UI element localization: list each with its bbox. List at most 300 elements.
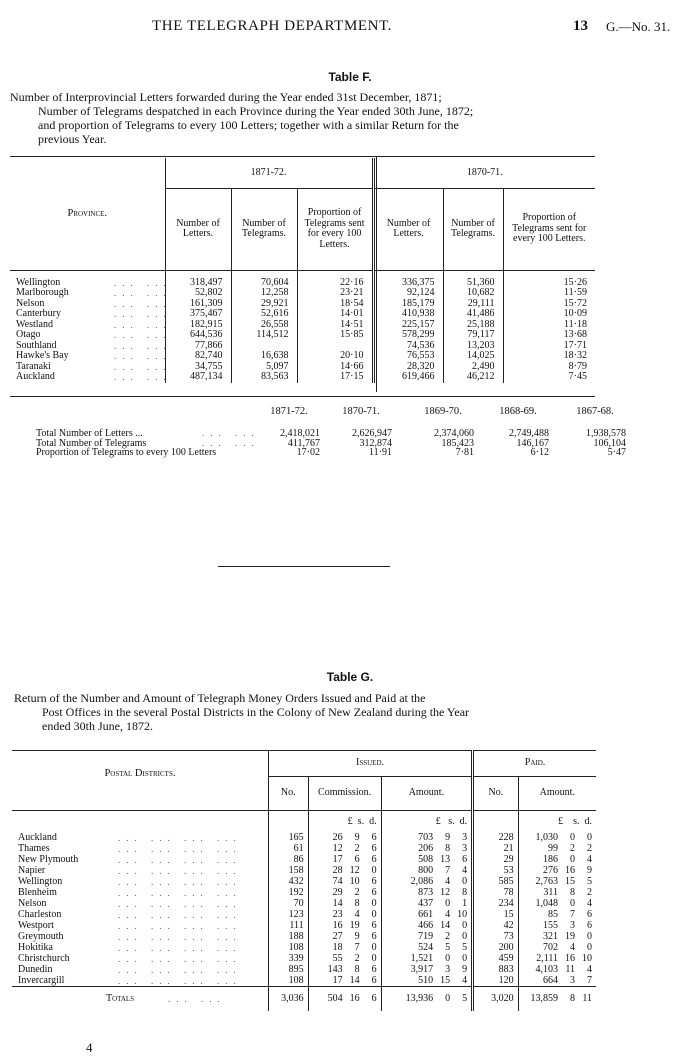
letters-1871: 52,802 (195, 287, 223, 298)
leader-dots: ... ... (114, 277, 172, 288)
col-telegrams-a: Number of Telegrams. (231, 188, 297, 270)
paid-amount-pounds: 186 (543, 853, 558, 865)
proportion-1871: 14·01 (340, 308, 364, 319)
leader-dots: ... ... (114, 298, 172, 309)
issued-amount-shillings: 4 (445, 875, 451, 887)
commission-pounds: 26 (332, 831, 343, 843)
totals-value: 185,423 (441, 437, 474, 449)
paid-no: 42 (503, 919, 514, 931)
unit-row (308, 811, 381, 833)
leader-dots: ... ... (114, 319, 172, 330)
commission-pence: 6 (371, 963, 377, 975)
telegrams-1871: 26,558 (261, 318, 289, 330)
commission-shillings: 12 (349, 864, 360, 876)
table-g (12, 750, 596, 1011)
district-name: Hokitika (18, 941, 53, 953)
page-header (0, 18, 700, 38)
district-name: Invercargill (18, 974, 65, 986)
commission-pence: 6 (371, 853, 377, 865)
district-name: Auckland (18, 831, 57, 843)
commission-pounds: 18 (332, 941, 343, 953)
proportion-1871: 14·51 (340, 318, 364, 330)
telegrams-1871: 114,512 (256, 329, 289, 340)
page-number: 13 (573, 18, 588, 34)
totals-value: 2,626,947 (352, 428, 392, 439)
table-g-caption (14, 691, 596, 733)
totals-label: Total Number of Telegrams (36, 437, 147, 449)
letters-1871: 318,497 (190, 276, 223, 288)
telegrams-1870: 25,188 (467, 318, 495, 330)
caption-line: Return of the Number and Amount of Telegraph Money Orders Issued and Paid at the (14, 691, 426, 705)
commission-pence: 0 (371, 952, 377, 964)
telegrams-1871: 16,638 (261, 350, 289, 361)
totals-value: 5·47 (607, 447, 626, 458)
col-letters-b: Number of Letters. (373, 188, 443, 270)
paid-amount-pounds: 155 (543, 919, 558, 931)
totals-value: 1,938,578 (586, 428, 626, 439)
commission-shillings: 7 (354, 941, 360, 953)
issued-amount-pounds: 206 (418, 842, 434, 854)
leader-dots: ... ... (168, 993, 226, 1004)
leader-dots: ... ... ... ... (118, 887, 242, 898)
issued-amount-shillings: 12 (440, 886, 451, 898)
caption-line: ended 30th June, 1872. (42, 719, 153, 733)
commission-pence: 6 (371, 992, 377, 1004)
district-name: Charleston (18, 908, 62, 920)
letters-1871: 644,536 (190, 329, 223, 340)
caption-line: previous Year. (38, 132, 107, 146)
letters-1871: 487,134 (190, 371, 223, 382)
paid-amount-pence: 2 (587, 842, 592, 854)
col-paid-amount: Amount. (518, 777, 596, 811)
table-row (10, 288, 595, 299)
col-paid-no: No. (473, 777, 519, 811)
district-name: Dunedin (18, 963, 53, 975)
table-row (10, 341, 595, 352)
col-letters-a: Number of Letters. (165, 188, 231, 270)
table-row (10, 351, 595, 362)
totals-year: 1869-70. (424, 406, 462, 417)
issued-no: 70 (293, 897, 304, 909)
letters-1871: 77,866 (195, 339, 223, 351)
issued-amount-pounds: 13,936 (405, 992, 434, 1004)
paid-amount-pounds: 1,030 (535, 831, 558, 843)
paid-no: 29 (503, 853, 514, 865)
district-name: Christchurch (18, 952, 70, 964)
letters-1870: 28,320 (407, 360, 435, 372)
paid-amount-shillings: 2 (570, 842, 575, 854)
province-name: Southland (16, 339, 57, 351)
letters-1870: 336,375 (402, 276, 435, 288)
table-row (10, 362, 595, 373)
paid-no: 78 (503, 886, 514, 898)
paid-amount-shillings: 3 (570, 974, 575, 986)
paid-amount-pounds: 276 (543, 864, 558, 876)
paid-amount-shillings: 7 (570, 908, 575, 920)
paid-amount-pence: 5 (587, 875, 592, 887)
unit-pound: £ (435, 815, 441, 827)
col-telegrams-b: Number of Telegrams. (443, 188, 503, 270)
letters-1870: 225,157 (402, 318, 435, 330)
proportion-1871: 18·54 (340, 297, 364, 309)
section-divider (218, 566, 390, 567)
table-row (10, 330, 595, 341)
commission-pounds: 12 (332, 842, 343, 854)
proportion-1871: 20·10 (340, 350, 364, 361)
caption-line: Number of Telegrams despatched in each Province during the Year ended 30th June, 1872; (38, 104, 474, 118)
telegrams-1870: 2,490 (472, 360, 495, 372)
table-row (12, 976, 596, 987)
commission-pence: 0 (371, 897, 377, 909)
issued-amount-pence: 0 (462, 919, 468, 931)
telegrams-1870: 79,117 (467, 329, 495, 340)
proportion-1871: 22·16 (340, 276, 364, 288)
leader-dots: ... ... ... ... (118, 909, 242, 920)
caption-line: Post Offices in the several Postal Districts in the Colony of New Zealand during the Year (42, 705, 470, 719)
issued-amount-shillings: 0 (445, 897, 451, 909)
letters-1870: 74,536 (407, 339, 435, 351)
issued-amount-pence: 6 (462, 853, 468, 865)
paid-amount-pence: 11 (582, 992, 592, 1004)
leader-dots: ... ... (114, 330, 172, 340)
paid-no: 15 (503, 908, 514, 920)
proportion-1870: 13·68 (563, 329, 587, 340)
proportion-1870: 7·45 (568, 371, 587, 382)
letters-1870: 619,466 (402, 371, 435, 382)
proportion-1871: 14·66 (340, 360, 364, 372)
proportion-1870: 11·18 (564, 318, 587, 330)
paid-no: 585 (498, 875, 514, 887)
table-row (10, 320, 595, 331)
leader-dots: ... ... (202, 428, 260, 438)
commission-shillings: 2 (354, 886, 360, 898)
commission-pence: 0 (371, 908, 377, 920)
totals-value: 7·81 (455, 447, 474, 458)
commission-pounds: 29 (332, 886, 343, 898)
district-name: Westport (18, 919, 54, 931)
commission-pounds: 14 (332, 897, 343, 909)
paid-amount-pence: 6 (587, 919, 592, 931)
paid-amount-pence: 10 (582, 952, 592, 964)
issued-amount-shillings: 3 (445, 963, 451, 975)
issued-amount-pounds: 510 (418, 974, 434, 986)
table-row (10, 270, 595, 288)
issued-amount-pence: 5 (462, 941, 468, 953)
letters-1870: 578,299 (402, 329, 435, 340)
issued-no: 158 (288, 864, 304, 876)
table-f-top-rule (10, 156, 595, 157)
issued-amount-shillings: 2 (445, 930, 451, 942)
telegrams-1871: 70,604 (261, 276, 289, 288)
leader-dots: ... ... (114, 372, 172, 382)
commission-pounds: 27 (332, 930, 343, 942)
table-g-title: Table G. (326, 670, 374, 684)
issued-amount-shillings: 5 (445, 941, 451, 953)
proportion-1871: 23·21 (340, 287, 364, 298)
unit-row (381, 811, 473, 833)
province-name: Auckland (16, 371, 55, 382)
issued-no: 108 (288, 941, 304, 953)
commission-pounds: 23 (332, 908, 343, 920)
commission-shillings: 2 (354, 842, 360, 854)
leader-dots: ... ... ... ... (118, 975, 242, 986)
commission-shillings: 2 (354, 952, 360, 964)
table-f (10, 158, 595, 383)
issued-no: 86 (293, 853, 304, 865)
issued-no: 188 (288, 930, 304, 942)
issued-amount-pence: 8 (462, 886, 468, 898)
caption-line: Number of Interprovincial Letters forwarded during the Year ended 31st December, 1871; (10, 90, 442, 104)
issued-amount-shillings: 14 (440, 919, 451, 931)
proportion-1870: 17·71 (563, 339, 587, 351)
paid-no: 21 (503, 842, 514, 854)
commission-pounds: 28 (332, 864, 343, 876)
table-f-title: Table F. (328, 70, 372, 84)
issued-amount-pounds: 661 (418, 908, 434, 920)
issued-no: 61 (293, 842, 304, 854)
col-proportion-a: Proportion of Telegrams sent for every 100 Letters. (297, 188, 373, 270)
telegrams-1871: 83,563 (261, 371, 289, 382)
telegrams-1870: 14,025 (467, 350, 495, 361)
unit-shilling: s. (573, 815, 580, 827)
commission-pounds: 17 (332, 853, 343, 865)
commission-pence: 0 (371, 941, 377, 953)
col-proportion-b: Proportion of Telegrams sent for every 100 Letters. (503, 188, 595, 270)
issued-amount-shillings: 13 (440, 853, 451, 865)
totals-value: 17·02 (296, 447, 320, 458)
issued-no: 895 (288, 963, 304, 975)
leader-dots: ... ... ... ... (118, 832, 242, 843)
letters-1871: 161,309 (190, 297, 223, 309)
issued-amount-shillings: 0 (445, 992, 451, 1004)
totals-value: 2,418,021 (280, 428, 320, 439)
issued-amount-pence: 3 (462, 842, 468, 854)
issued-amount-pence: 3 (462, 831, 468, 843)
commission-pence: 6 (371, 919, 377, 931)
paid-amount-shillings: 8 (570, 886, 575, 898)
telegrams-1870: 41,486 (467, 308, 495, 319)
leader-dots: ... ... (114, 288, 172, 298)
telegrams-1871: 29,921 (261, 297, 289, 309)
commission-shillings: 16 (349, 992, 360, 1004)
proportion-1870: 11·59 (564, 287, 587, 298)
paid-amount-shillings: 11 (565, 963, 575, 975)
commission-shillings: 8 (354, 963, 360, 975)
commission-pence: 6 (371, 930, 377, 942)
footer-page-number: 4 (86, 1040, 93, 1055)
table-f-bottom-rule (10, 396, 595, 397)
district-name: Wellington (18, 875, 63, 887)
commission-pence: 6 (371, 974, 377, 986)
paid-amount-pounds: 4,103 (535, 963, 558, 975)
paid-amount-shillings: 15 (565, 875, 575, 887)
commission-shillings: 8 (354, 897, 360, 909)
totals-value: 2,374,060 (434, 428, 474, 439)
paid-amount-pence: 4 (587, 853, 592, 865)
paid-amount-pounds: 1,048 (535, 897, 558, 909)
paid-amount-pounds: 664 (543, 974, 558, 986)
paid-amount-shillings: 4 (570, 941, 575, 953)
year-a-header: 1871-72. (165, 158, 373, 188)
issued-no: 108 (288, 974, 304, 986)
commission-shillings: 9 (354, 831, 360, 843)
commission-pounds: 55 (332, 952, 343, 964)
totals-row (12, 987, 596, 1011)
totals-label: Totals (106, 992, 135, 1004)
issued-amount-pence: 1 (462, 897, 468, 909)
issued-amount-shillings: 7 (445, 864, 451, 876)
totals-value: 6·12 (530, 447, 549, 458)
issued-no: 123 (288, 908, 304, 920)
issued-amount-pounds: 2,086 (410, 875, 434, 887)
col-issued-amount: Amount. (381, 777, 473, 811)
letters-1870: 92,124 (407, 287, 435, 298)
paid-amount-pence: 2 (587, 886, 592, 898)
province-name: Otago (16, 329, 41, 340)
paid-amount-pounds: 321 (543, 930, 558, 942)
paid-no: 234 (498, 897, 514, 909)
totals-value: 11·91 (369, 447, 392, 458)
leader-dots: ... ... ... ... (118, 843, 242, 854)
letters-1871: 182,915 (190, 318, 223, 330)
commission-shillings: 4 (354, 908, 360, 920)
paid-amount-shillings: 16 (565, 952, 575, 964)
issued-amount-pounds: 1,521 (410, 952, 434, 964)
telegrams-1871: 5,097 (266, 360, 289, 372)
proportion-1870: 18·32 (563, 350, 587, 361)
issued-amount-pounds: 437 (418, 897, 434, 909)
issued-amount-pounds: 719 (418, 930, 434, 942)
paid-amount-pence: 0 (587, 930, 592, 942)
province-name: Taranaki (16, 360, 51, 372)
paid-amount-pence: 4 (587, 963, 592, 975)
commission-shillings: 19 (349, 919, 360, 931)
totals-value: 411,767 (287, 437, 320, 449)
unit-shilling: s. (357, 815, 365, 827)
proportion-1870: 10·09 (563, 308, 587, 319)
paid-amount-pence: 4 (587, 897, 592, 909)
paid-amount-shillings: 16 (565, 864, 575, 876)
district-name: Greymouth (18, 930, 64, 942)
paper-id: G.—No. 31. (606, 19, 671, 34)
district-name: Nelson (18, 897, 47, 909)
issued-amount-shillings: 15 (440, 974, 451, 986)
commission-pounds: 74 (332, 875, 343, 887)
letters-1870: 185,179 (402, 297, 435, 309)
col-issued-no: No. (268, 777, 308, 811)
telegrams-1870: 51,360 (467, 276, 495, 288)
leader-dots: ... ... ... ... (118, 898, 242, 909)
paid-amount-shillings: 0 (570, 853, 575, 865)
letters-1870: 76,553 (407, 350, 435, 361)
issued-amount-pence: 0 (462, 875, 468, 887)
paid-amount-pounds: 13,859 (530, 992, 558, 1004)
leader-dots: ... ... (114, 351, 172, 361)
paid-amount-pounds: 85 (548, 908, 558, 920)
totals-value: 106,104 (593, 437, 626, 449)
paid-amount-shillings: 8 (570, 992, 575, 1004)
unit-pence: d. (369, 815, 377, 827)
paid-amount-shillings: 3 (570, 919, 575, 931)
issued-amount-shillings: 9 (445, 831, 451, 843)
caption-line: and proportion of Telegrams to every 100 Letters; together with a similar Return for the (38, 118, 459, 132)
totals-year: 1867-68. (576, 406, 614, 417)
paid-no: 120 (498, 974, 514, 986)
commission-pounds: 16 (332, 919, 343, 931)
leader-dots: ... ... (114, 361, 172, 372)
totals-label: Total Number of Letters ... (36, 428, 143, 439)
totals-value: 2,749,488 (509, 428, 549, 439)
table-f-caption (10, 90, 592, 146)
issued-no: 165 (288, 831, 304, 843)
letters-1871: 34,755 (195, 360, 223, 372)
paid-no: 3,020 (491, 992, 514, 1004)
issued-amount-pounds: 800 (418, 864, 434, 876)
paid-header: Paid. (473, 751, 596, 777)
leader-dots: ... ... ... ... (118, 865, 242, 876)
proportion-1871: 17·15 (340, 371, 364, 382)
province-name: Nelson (16, 297, 45, 309)
issued-amount-pounds: 508 (418, 853, 434, 865)
province-name: Marlborough (16, 287, 69, 298)
paid-amount-pounds: 2,111 (536, 952, 558, 964)
district-name: Napier (18, 864, 46, 876)
proportion-1870: 8·79 (568, 360, 587, 372)
commission-shillings: 6 (354, 853, 360, 865)
paid-no: 228 (498, 831, 514, 843)
table-row (10, 299, 595, 310)
totals-year: 1871-72. (270, 406, 308, 417)
leader-dots: ... ... ... ... (118, 920, 242, 931)
paid-amount-pounds: 99 (548, 842, 558, 854)
commission-pence: 6 (371, 886, 377, 898)
district-name: New Plymouth (18, 853, 79, 865)
issued-amount-pence: 4 (462, 974, 468, 986)
page-title: THE TELEGRAPH DEPARTMENT. (152, 18, 393, 34)
issued-amount-pounds: 524 (418, 941, 434, 953)
commission-shillings: 14 (349, 974, 360, 986)
commission-pence: 6 (371, 831, 377, 843)
issued-amount-pounds: 466 (418, 919, 434, 931)
telegrams-1870: 29,111 (467, 297, 495, 309)
unit-pound: £ (558, 815, 564, 827)
paid-amount-pounds: 311 (543, 886, 558, 898)
commission-pounds: 143 (327, 963, 343, 975)
table-row (10, 309, 595, 320)
issued-amount-shillings: 0 (445, 952, 451, 964)
commission-shillings: 9 (354, 930, 360, 942)
province-name: Wellington (16, 276, 61, 288)
leader-dots: ... ... ... ... (118, 942, 242, 953)
col-postal-districts: Postal Districts. (12, 751, 268, 811)
issued-amount-pence: 10 (457, 908, 468, 920)
commission-pence: 0 (371, 864, 377, 876)
paid-no: 53 (503, 864, 514, 876)
leader-dots: ... ... (202, 437, 260, 448)
unit-pence: d. (459, 815, 468, 827)
telegrams-1870: 46,212 (467, 371, 495, 382)
leader-dots: ... ... ... ... (118, 854, 242, 865)
paid-amount-shillings: 19 (565, 930, 575, 942)
paid-no: 459 (498, 952, 514, 964)
paid-no: 883 (498, 963, 514, 975)
district-name: Thames (18, 842, 50, 854)
unit-pence: d. (584, 815, 592, 827)
unit-pound: £ (347, 815, 353, 827)
proportion-1870: 15·72 (563, 297, 587, 309)
year-b-header: 1870-71. (373, 158, 595, 188)
issued-amount-pence: 4 (462, 864, 468, 876)
